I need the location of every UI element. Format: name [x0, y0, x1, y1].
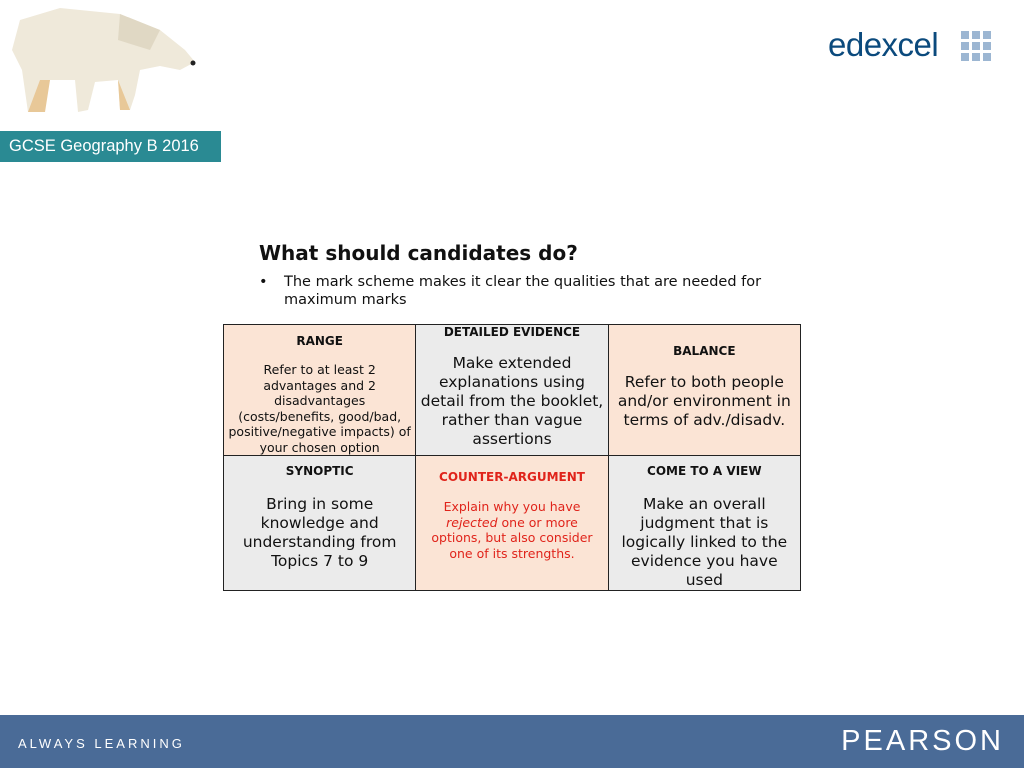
- brand-wordmark: edexcel: [828, 26, 939, 63]
- view-title: COME TO A VIEW: [647, 464, 762, 478]
- brand-grid-icon: [961, 31, 991, 61]
- synoptic-title: SYNOPTIC: [285, 464, 354, 478]
- cell-synoptic: [224, 456, 416, 591]
- counter-body-a: Explain why you have: [443, 499, 581, 514]
- balance-body: Refer to both people and/or environment in terms of adv./disadv.: [617, 373, 791, 429]
- footer-tagline: ALWAYS LEARNING: [18, 736, 185, 751]
- polar-bear-illustration: [0, 0, 210, 130]
- evidence-body: Make extended explanations using detail from the booklet, rather than vague assertions: [420, 354, 604, 448]
- range-title: RANGE: [296, 334, 343, 348]
- course-title-band: GCSE Geography B 2016: [0, 131, 221, 162]
- cell-balance: [608, 325, 800, 456]
- synoptic-body: Bring in some knowledge and understanding from Topics 7 to 9: [242, 495, 397, 570]
- cell-come-to-a-view: [608, 456, 800, 591]
- counter-body-italic: rejected: [446, 514, 498, 530]
- footer-bar: [0, 715, 1024, 768]
- view-body: Make an overall judgment that is logically linked to the evidence you have used: [621, 495, 788, 589]
- criteria-grid: [223, 324, 801, 591]
- counter-title: COUNTER-ARGUMENT: [439, 470, 585, 484]
- counter-body-b: one or more options, but also consider one of its strengths.: [431, 514, 593, 561]
- cell-detailed-evidence: [416, 325, 608, 456]
- evidence-title: DETAILED EVIDENCE: [443, 325, 581, 339]
- counter-body: [420, 499, 603, 561]
- edexcel-logo: [828, 26, 998, 66]
- balance-title: BALANCE: [673, 344, 736, 358]
- cell-counter-argument: [416, 456, 608, 591]
- range-body: Refer to at least 2 advantages and 2 disadvantages (costs/benefits, good/bad, positive/negative impacts) of your chosen option: [228, 362, 411, 455]
- cell-range: [224, 325, 416, 456]
- slide-heading: What should candidates do?: [259, 241, 578, 265]
- bullet-text: The mark scheme makes it clear the qualities that are needed for maximum marks: [284, 274, 762, 308]
- bullet-dot: •: [259, 274, 268, 290]
- publisher-logo: PEARSON: [841, 725, 1004, 757]
